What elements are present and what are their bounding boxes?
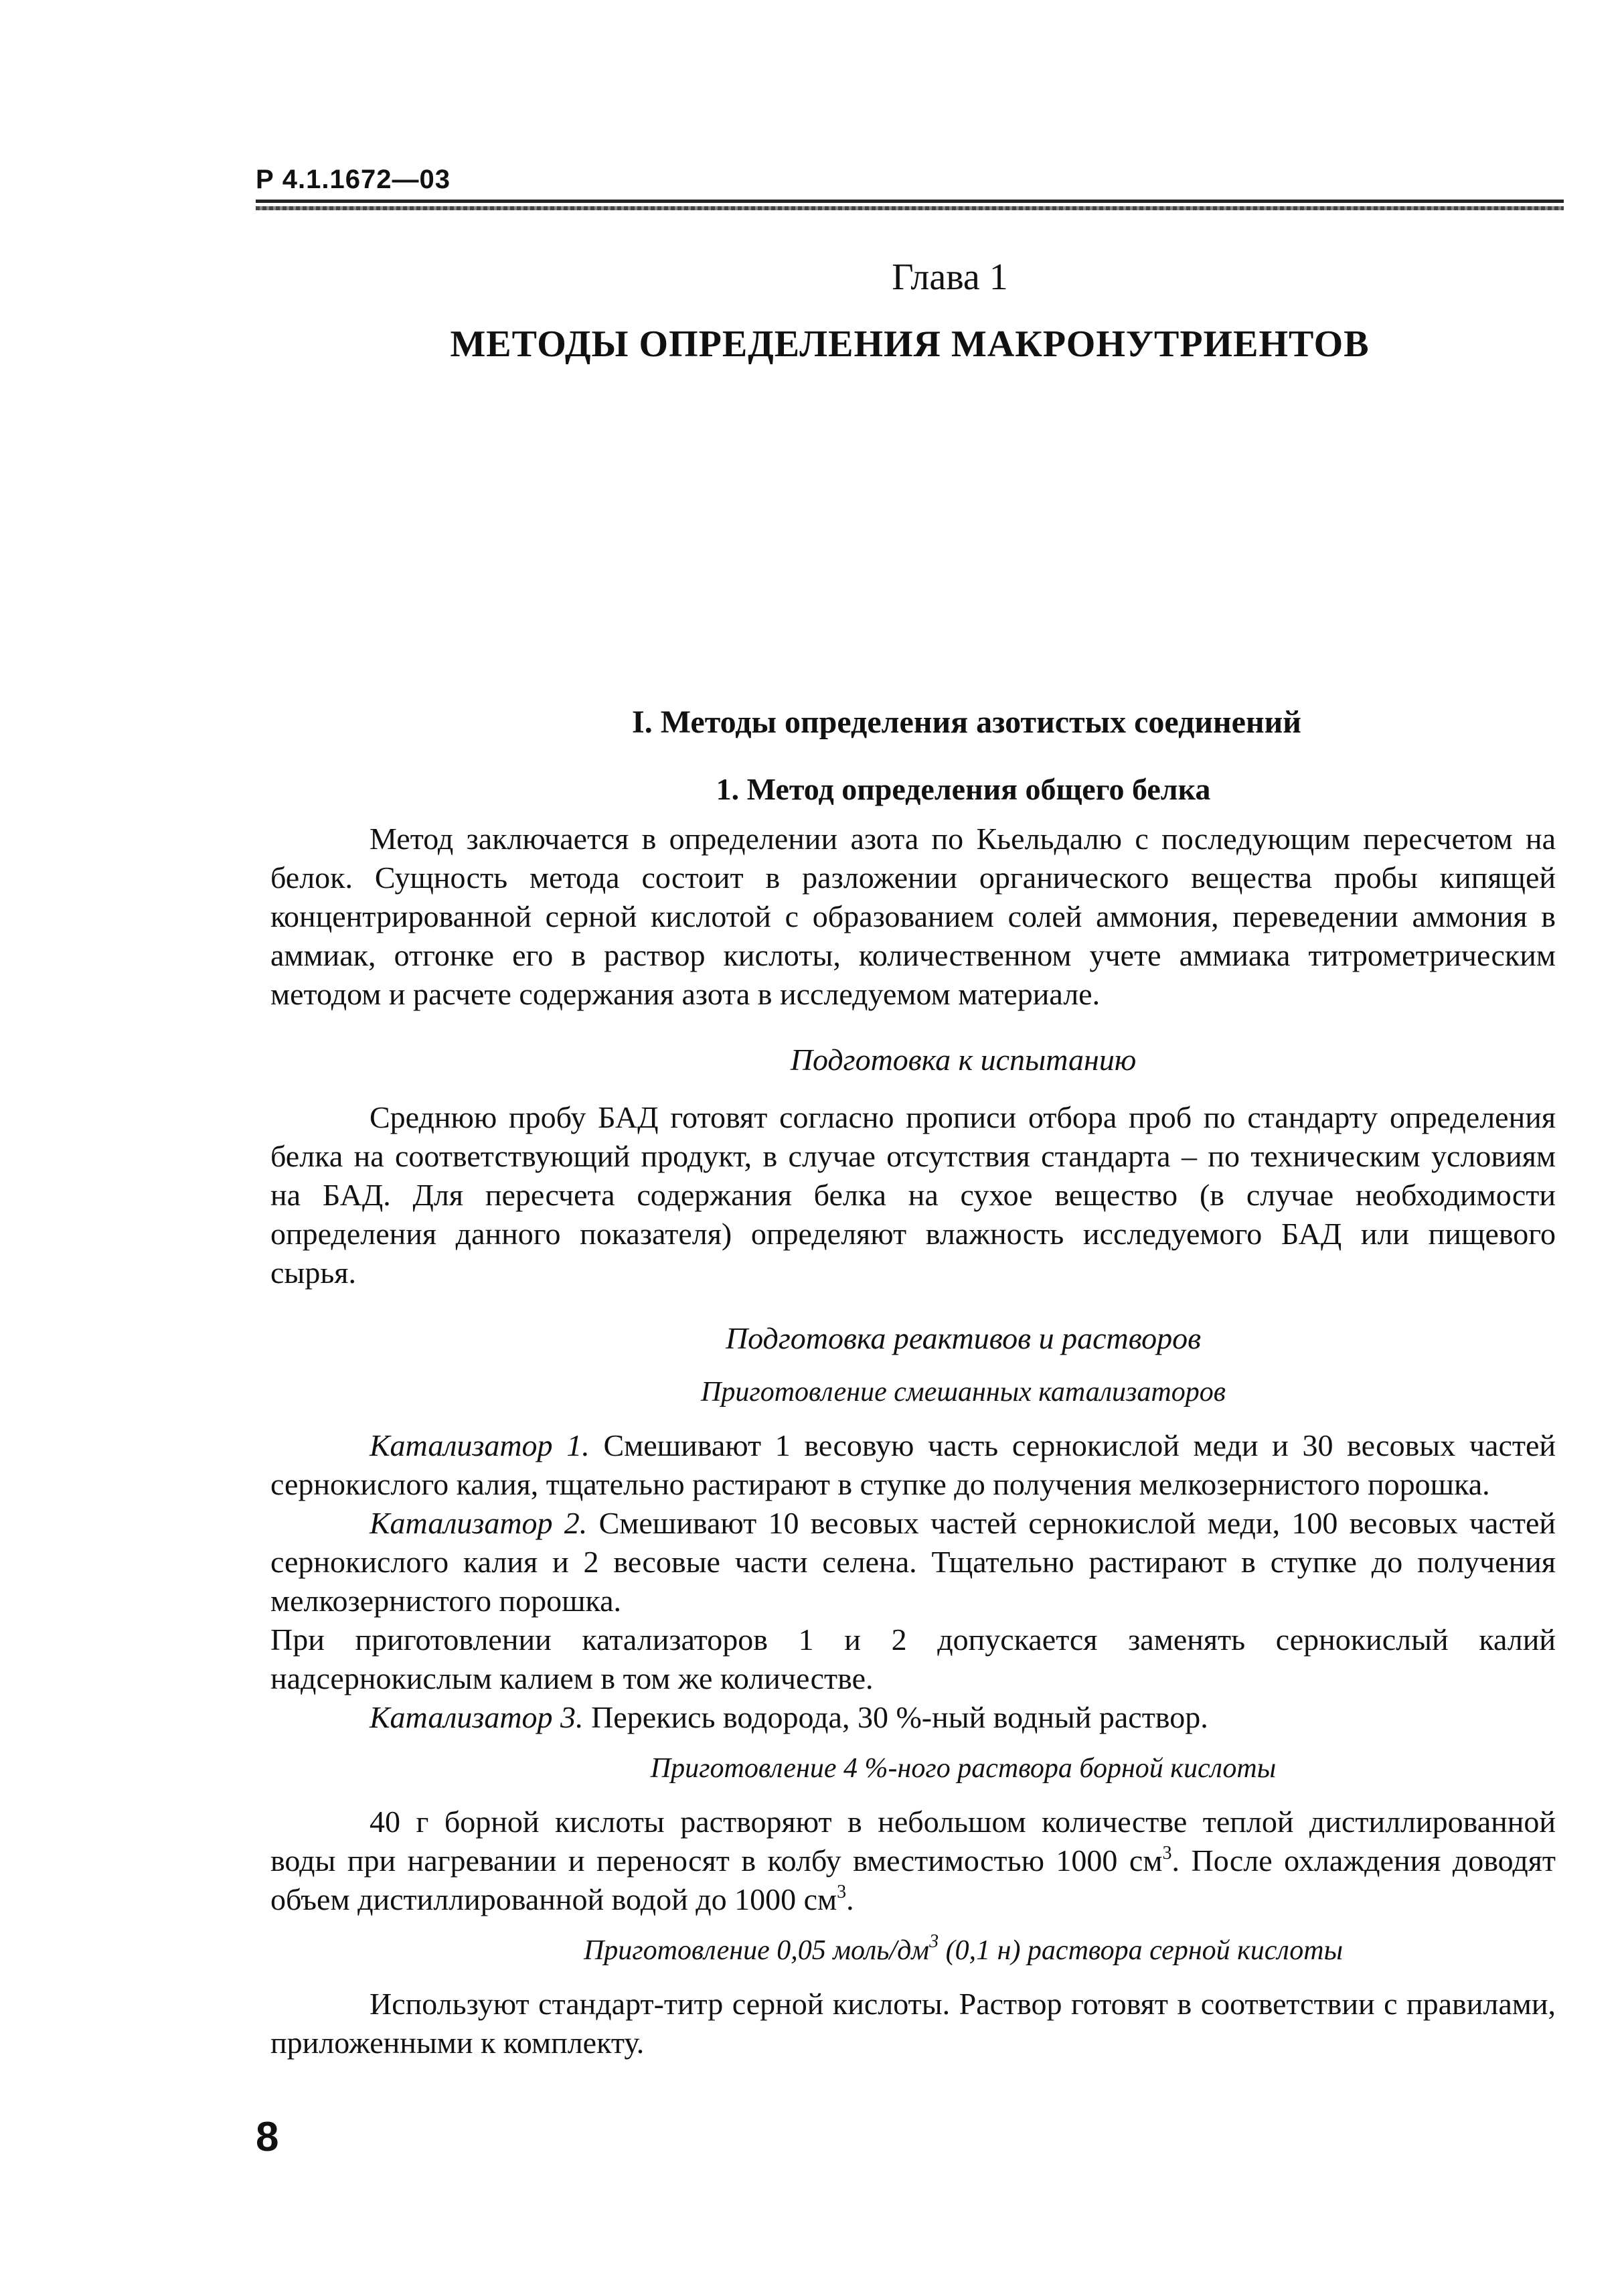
intro-paragraph: Метод заключается в определении азота по Кьельдалю с последующим пересчетом на белок. Сущность метода состоит в разложении органического вещества пробы кипящей концентрированной серной кислотой с образованием солей аммония, переведении аммония в аммиак, отгонке его в раствор кислоты, количественном учете аммиака титрометрическим методом и расчете содержания азота в исследуемом материале. (270, 822, 1556, 1011)
chapter-title: МЕТОДЫ ОПРЕДЕЛЕНИЯ МАКРОНУТРИЕНТОВ (450, 323, 1370, 365)
catalyst-2-paragraph (270, 1504, 1556, 1620)
catalyst-1-paragraph (270, 1426, 1556, 1504)
catalysts-heading: Приготовление смешанных катализаторов (700, 1377, 1226, 1407)
sulfuric-heading-part: Приготовление 0,05 моль/дм (583, 1935, 930, 1966)
reagents-heading: Подготовка реактивов и растворов (725, 1321, 1202, 1355)
prep-heading: Подготовка к испытанию (790, 1043, 1137, 1077)
boric-text-part: 40 г борной кислоты растворяют в небольшом количестве теплой дистиллированной воды при нагревании и переносят в колбу вместимостью 1000 см (270, 1805, 1556, 1878)
document-code: Р 4.1.1672—03 (256, 165, 451, 194)
catalyst-1-text: Смешивают 1 весовую часть сернокислой меди и 30 весовых частей сернокислого калия, тщательно растирают в ступке до получения мелкозернистого порошка. (270, 1428, 1556, 1501)
catalyst-2-label: Катализатор 2. (370, 1506, 588, 1540)
sulfuric-acid-paragraph: Используют стандарт-титр серной кислоты. Раствор готовят в соответствии с правилами, приложенными к комплекту. (270, 1987, 1556, 2060)
boric-acid-paragraph (270, 1803, 1556, 1919)
page-number: 8 (256, 2114, 279, 2160)
header-rule (256, 200, 1564, 203)
boric-acid-heading: Приготовление 4 %-ного раствора борной кислоты (650, 1753, 1277, 1784)
boric-text-part: . (846, 1882, 854, 1916)
page-body (270, 703, 1556, 2062)
subsection-title: 1. Метод определения общего белка (716, 772, 1211, 806)
superscript: 3 (1162, 1843, 1172, 1863)
prep-paragraph: Среднюю пробу БАД готовят согласно прописи отбора проб по стандарту определения белка на соответствующий продукт, в случае отсутствия стандарта – по техническим условиям на БАД. Для пересчета содержания белка на сухое вещество (в случае необходимости определения данного показателя) определяют влажность исследуемого БАД или пищевого сырья. (270, 1100, 1556, 1290)
catalyst-2-text: Смешивают 10 весовых частей сернокислой меди, 100 весовых частей сернокислого калия и 2 весовые части селена. Тщательно растирают в ступке до получения мелкозернистого порошка. (270, 1506, 1556, 1618)
catalyst-3-label: Катализатор 3. (370, 1700, 584, 1734)
chapter-label: Глава 1 (892, 256, 1008, 298)
section-title: I. Методы определения азотистых соединений (632, 704, 1301, 740)
catalyst-3-text: Перекись водорода, 30 %-ный водный раствор. (591, 1700, 1208, 1734)
sulfuric-acid-heading (270, 1931, 1556, 1970)
boric-text-part: . После охлаждения доводят объем дистиллированной водой до 1000 см (270, 1843, 1556, 1916)
header-rule-dashed (256, 206, 1564, 210)
superscript: 3 (837, 1882, 847, 1902)
catalyst-1-label: Катализатор 1. (370, 1428, 590, 1462)
catalyst-3-paragraph (270, 1698, 1556, 1737)
sulfuric-heading-part: (0,1 н) раствора серной кислоты (939, 1935, 1344, 1966)
superscript: 3 (929, 1931, 939, 1952)
catalyst-note: При приготовлении катализаторов 1 и 2 допускается заменять сернокислый калий надсернокислым калием в том же количестве. (270, 1622, 1556, 1695)
